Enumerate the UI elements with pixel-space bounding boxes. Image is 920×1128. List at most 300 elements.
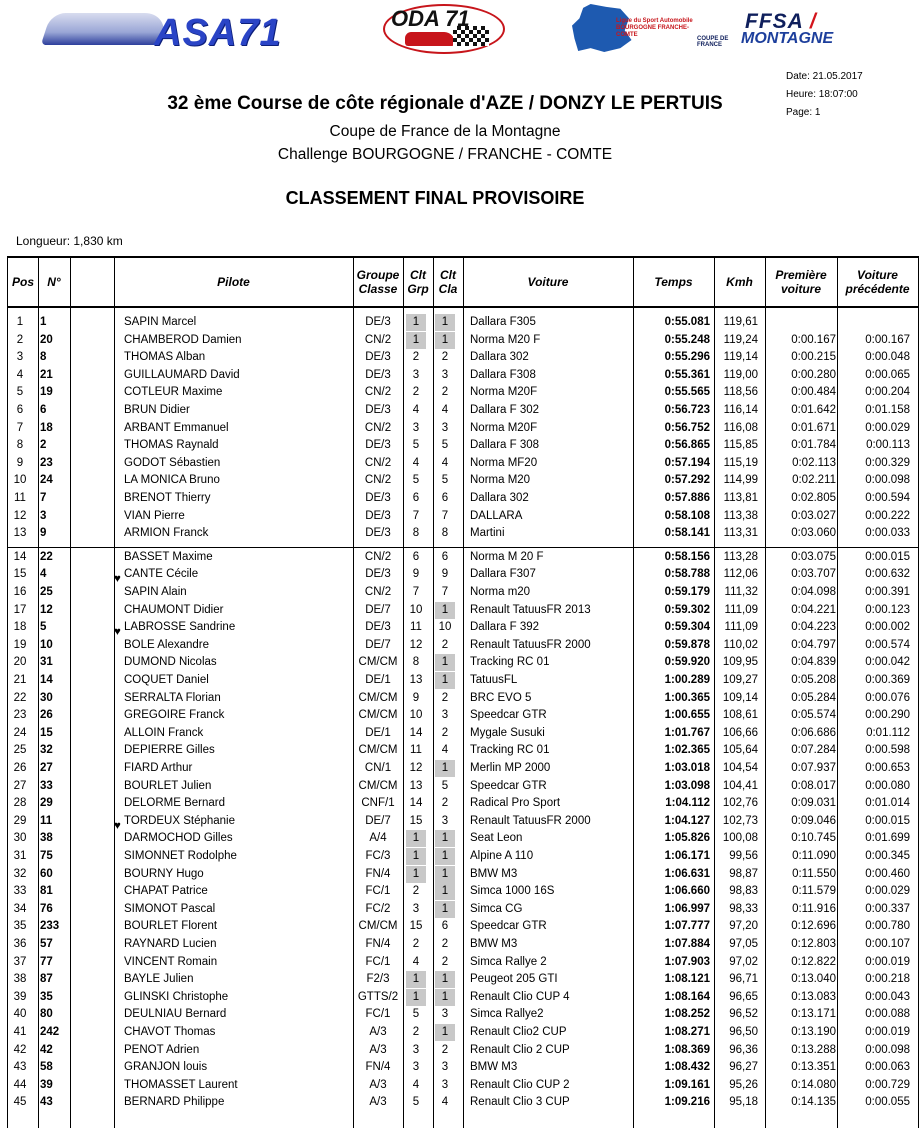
row-group-class: A/3 — [369, 1096, 387, 1109]
row-gap-previous: 0:01.014 — [865, 797, 910, 810]
row-car: Simca 1000 16S — [470, 885, 555, 898]
row-speed: 98,87 — [729, 867, 758, 880]
row-gap-first: 0:03.075 — [791, 550, 836, 563]
row-race-number: 2 — [40, 439, 47, 452]
row-time: 0:58.108 — [664, 509, 710, 522]
row-speed: 96,27 — [729, 1061, 758, 1074]
header-classe: Classe — [358, 282, 398, 296]
row-car: Norma M20 F — [470, 333, 541, 346]
table-row — [8, 866, 918, 883]
row-clt-cla: 1 — [435, 989, 455, 1006]
row-clt-grp: 4 — [412, 955, 420, 968]
row-clt-cla: 7 — [441, 509, 449, 522]
logo-banner — [0, 0, 920, 60]
row-group-class: DE/3 — [365, 492, 391, 504]
oda71-logo — [383, 4, 507, 56]
row-car: Renault Clio2 CUP — [470, 1026, 567, 1038]
row-clt-grp: 11 — [410, 744, 422, 757]
row-gap-first: 0:13.190 — [791, 1026, 836, 1038]
row-group-class: DE/3 — [365, 509, 391, 522]
row-time: 1:00.655 — [664, 709, 710, 722]
row-gap-first: 0:04.098 — [791, 586, 836, 598]
row-clt-cla: 1 — [435, 654, 455, 671]
row-driver: ARBANT Emmanuel — [124, 421, 229, 434]
row-car: Speedcar GTR — [470, 779, 547, 792]
row-driver: BOURLET Florent — [124, 920, 218, 933]
row-speed: 96,52 — [729, 1008, 758, 1021]
asa71-logo — [46, 9, 296, 54]
row-gap-previous: 0:00.033 — [865, 527, 910, 540]
row-clt-grp: 12 — [409, 638, 423, 651]
results-table — [7, 256, 919, 1128]
row-race-number: 7 — [40, 492, 47, 504]
row-race-number: 24 — [40, 474, 53, 487]
row-position: 30 — [13, 832, 27, 845]
row-gap-previous: 0:00.063 — [865, 1061, 910, 1074]
row-gap-first: 0:03.707 — [791, 568, 836, 581]
row-driver: GUILLAUMARD David — [124, 368, 240, 381]
row-speed: 115,85 — [723, 439, 758, 452]
table-row — [8, 602, 918, 619]
row-gap-first: 0:01.784 — [791, 439, 836, 452]
row-gap-previous: 0:00.780 — [865, 920, 910, 933]
row-time: 1:06.631 — [664, 867, 710, 880]
row-position: 28 — [13, 797, 27, 810]
row-race-number: 42 — [40, 1043, 53, 1056]
row-position: 26 — [13, 762, 27, 774]
heart-icon: ♥ — [114, 819, 121, 832]
row-group-class: CN/2 — [364, 456, 392, 469]
row-speed: 97,05 — [729, 938, 758, 950]
row-position: 6 — [16, 404, 24, 416]
row-race-number: 242 — [40, 1026, 60, 1038]
row-clt-cla: 1 — [435, 883, 455, 900]
header-premiere-voiture — [765, 258, 837, 306]
heart-icon: ♥ — [114, 626, 121, 639]
row-race-number: 33 — [40, 779, 53, 792]
row-clt-cla: 3 — [441, 368, 449, 381]
ligue-logo-text: Ligue du Sport Automobile BOURGOGNE FRANCHE-COMTE — [616, 18, 693, 38]
table-row — [8, 525, 918, 542]
row-race-number: 6 — [40, 404, 47, 416]
row-group-class: CM/CM — [358, 744, 398, 757]
table-row — [8, 1042, 918, 1059]
row-time: 0:59.304 — [664, 621, 710, 634]
row-gap-first: 0:03.060 — [791, 527, 836, 540]
row-gap-first: 0:07.284 — [791, 744, 836, 757]
row-position: 12 — [13, 509, 27, 522]
row-time: 1:04.112 — [665, 797, 710, 810]
row-car: Radical Pro Sport — [470, 797, 561, 810]
row-time: 1:08.369 — [664, 1043, 710, 1056]
row-clt-grp: 1 — [406, 866, 426, 883]
ffsa-wordmark: FFSA — [745, 10, 804, 33]
row-clt-grp: 14 — [409, 797, 423, 810]
row-car: Norma M20 — [470, 474, 531, 487]
row-car: Speedcar GTR — [470, 920, 547, 933]
row-speed: 108,61 — [722, 709, 758, 722]
row-position: 4 — [16, 368, 24, 381]
table-row — [8, 619, 918, 639]
row-clt-cla: 5 — [441, 439, 449, 452]
row-speed: 111,09 — [724, 621, 758, 634]
row-car: Norma m20 — [470, 586, 531, 598]
row-gap-previous: 0:00.088 — [865, 1008, 910, 1021]
row-clt-cla: 4 — [441, 1096, 449, 1109]
row-clt-cla: 5 — [441, 779, 449, 792]
row-clt-grp: 3 — [412, 1061, 420, 1074]
row-speed: 98,83 — [729, 885, 758, 898]
row-time: 1:06.660 — [664, 885, 710, 898]
row-gap-first: 0:12.803 — [791, 938, 836, 950]
row-clt-cla: 1 — [435, 901, 455, 918]
row-gap-previous: 0:00.015 — [865, 814, 910, 827]
row-clt-grp: 10 — [409, 709, 423, 722]
row-clt-cla: 3 — [441, 1078, 449, 1091]
row-speed: 96,36 — [729, 1043, 758, 1056]
row-gap-first: 0:00.484 — [791, 386, 836, 399]
row-position: 23 — [13, 709, 27, 722]
row-gap-first: 0:00.215 — [791, 351, 836, 364]
row-position: 34 — [13, 902, 27, 915]
row-gap-first: 0:00.280 — [791, 368, 836, 381]
row-group-class: CN/2 — [364, 386, 392, 399]
row-clt-cla: 7 — [441, 586, 449, 598]
row-position: 39 — [13, 990, 27, 1003]
header-clt-cla-line2: Cla — [438, 282, 458, 296]
course-length: Longueur: 1,830 km — [16, 234, 123, 248]
row-driver: GRANJON louis — [124, 1061, 208, 1074]
row-gap-previous: 0:00.002 — [865, 621, 910, 634]
row-race-number: 77 — [40, 955, 53, 968]
row-car: Dallara F 308 — [470, 439, 540, 452]
table-row — [8, 848, 918, 865]
row-position: 43 — [13, 1061, 27, 1074]
red-car-graphic — [405, 32, 455, 46]
row-position: 7 — [16, 421, 24, 434]
row-driver: SAPIN Alain — [124, 586, 187, 598]
row-race-number: 81 — [40, 885, 53, 898]
event-subtitle-challenge: Challenge BOURGOGNE / FRANCHE - COMTE — [277, 146, 613, 163]
row-car: Renault Clio CUP 2 — [470, 1078, 570, 1091]
row-time: 1:08.271 — [664, 1026, 710, 1038]
row-driver: CHAVOT Thomas — [124, 1026, 216, 1038]
row-car: Tracking RC 01 — [470, 656, 550, 669]
row-clt-grp: 15 — [409, 920, 423, 933]
row-time: 1:09.216 — [664, 1096, 710, 1109]
row-speed: 113,38 — [723, 509, 758, 522]
row-gap-first: 0:11.916 — [792, 902, 836, 915]
row-speed: 110,02 — [723, 638, 758, 651]
row-driver: RAYNARD Lucien — [124, 938, 217, 950]
row-gap-first: 0:13.351 — [791, 1061, 836, 1074]
row-time: 1:04.127 — [664, 814, 710, 827]
row-group-class: DE/7 — [365, 638, 391, 651]
row-position: 37 — [13, 955, 27, 968]
header-kmh: Kmh — [726, 275, 753, 289]
row-position: 24 — [13, 726, 27, 739]
row-clt-cla: 2 — [441, 691, 449, 704]
row-gap-previous: 0:00.019 — [865, 1026, 910, 1038]
row-group-class: DE/3 — [365, 527, 391, 540]
row-clt-grp: 1 — [406, 332, 426, 349]
row-clt-grp: 7 — [412, 509, 420, 522]
table-row — [8, 795, 918, 812]
row-speed: 98,33 — [729, 902, 758, 915]
row-clt-grp: 11 — [410, 621, 422, 634]
row-gap-previous: 0:01.158 — [865, 404, 910, 416]
row-car: Peugeot 205 GTI — [470, 973, 558, 986]
row-group-class: FC/3 — [365, 850, 391, 862]
row-clt-grp: 2 — [412, 1026, 420, 1038]
row-gap-first: 0:14.080 — [791, 1078, 836, 1091]
table-row — [8, 314, 918, 331]
row-gap-previous: 0:00.329 — [865, 456, 910, 469]
table-row — [8, 508, 918, 525]
row-clt-grp: 5 — [412, 439, 420, 452]
report-date: Date: 21.05.2017 — [786, 71, 863, 82]
row-position: 21 — [13, 674, 27, 686]
ffsa-montagne-text: MONTAGNE — [741, 30, 834, 47]
row-time: 0:59.878 — [664, 638, 710, 651]
row-clt-cla: 1 — [435, 971, 455, 988]
row-time: 0:59.920 — [664, 656, 710, 669]
row-race-number: 80 — [40, 1008, 53, 1021]
row-gap-previous: 0:00.080 — [865, 779, 910, 792]
row-clt-cla: 2 — [441, 638, 449, 651]
table-row — [8, 742, 918, 759]
row-clt-grp: 4 — [412, 404, 420, 416]
row-clt-cla: 1 — [435, 1024, 455, 1041]
row-gap-first: 0:04.221 — [791, 603, 836, 616]
row-time: 1:00.289 — [664, 674, 710, 686]
row-group-class: DE/3 — [365, 621, 391, 634]
row-clt-grp: 5 — [412, 474, 420, 487]
row-clt-cla: 2 — [441, 938, 449, 950]
row-driver: BOURNY Hugo — [124, 867, 204, 880]
row-gap-first: 0:13.083 — [791, 990, 836, 1003]
header-groupe: Groupe — [356, 268, 400, 282]
table-row — [8, 954, 918, 971]
row-speed: 97,02 — [729, 955, 758, 968]
row-position: 25 — [13, 744, 27, 757]
row-gap-previous: 0:00.204 — [865, 386, 910, 399]
row-gap-first: 0:09.046 — [791, 814, 836, 827]
row-gap-first: 0:13.040 — [791, 973, 836, 986]
row-gap-first: 0:14.135 — [791, 1096, 836, 1109]
row-time: 0:57.292 — [664, 474, 710, 487]
row-clt-cla: 3 — [441, 814, 449, 827]
table-row — [8, 455, 918, 472]
row-race-number: 27 — [40, 762, 53, 774]
row-race-number: 22 — [40, 550, 53, 563]
row-position: 27 — [13, 779, 27, 792]
ligue-bfc-logo — [572, 2, 692, 54]
row-position: 2 — [16, 333, 24, 346]
row-car: Renault Clio 3 CUP — [470, 1096, 570, 1109]
row-gap-previous: 0:00.594 — [865, 492, 910, 504]
row-clt-grp: 14 — [409, 726, 423, 739]
row-group-class: FN/4 — [365, 938, 391, 950]
row-driver: BERNARD Philippe — [124, 1096, 225, 1109]
row-car: Dallara F 392 — [470, 621, 540, 634]
row-position: 10 — [13, 474, 27, 487]
row-race-number: 9 — [40, 527, 47, 540]
row-gap-previous: 0:00.729 — [865, 1078, 910, 1091]
row-driver: BAYLE Julien — [124, 973, 194, 986]
event-title: 32 ème Course de côte régionale d'AZE / DONZY LE PERTUIS — [167, 93, 723, 114]
row-car: TatuusFL — [470, 674, 518, 686]
row-driver: CHAUMONT Didier — [124, 603, 224, 616]
row-group-class: DE/3 — [365, 351, 391, 364]
row-clt-grp: 5 — [412, 1096, 420, 1109]
table-row — [8, 472, 918, 489]
row-position: 1 — [16, 316, 24, 328]
table-row — [8, 1094, 918, 1111]
row-clt-grp: 6 — [412, 550, 420, 563]
row-clt-cla: 2 — [441, 386, 449, 399]
row-time: 1:08.252 — [664, 1008, 710, 1021]
row-position: 45 — [13, 1096, 27, 1109]
row-group-class: DE/1 — [365, 726, 391, 739]
row-group-class: DE/3 — [365, 368, 391, 381]
row-group-class: CNF/1 — [361, 797, 395, 810]
row-clt-grp: 5 — [412, 1008, 420, 1021]
row-position: 33 — [13, 885, 27, 898]
ffsa-coupe-text: COUPE DE FRANCE — [697, 36, 729, 48]
row-speed: 119,24 — [723, 333, 758, 346]
row-clt-grp: 12 — [409, 762, 423, 774]
row-car: Norma MF20 — [470, 456, 538, 469]
row-time: 1:06.997 — [664, 902, 710, 915]
row-group-class: FC/1 — [365, 1008, 391, 1021]
row-position: 32 — [13, 867, 27, 880]
row-position: 35 — [13, 920, 27, 933]
row-speed: 118,56 — [723, 386, 758, 399]
row-clt-cla: 1 — [435, 672, 455, 689]
row-time: 1:09.161 — [664, 1078, 710, 1091]
row-gap-first: 0:05.284 — [791, 691, 836, 704]
row-speed: 112,06 — [723, 568, 758, 581]
row-position: 40 — [13, 1008, 27, 1021]
header-precedente-line2: précédente — [845, 282, 910, 296]
row-race-number: 26 — [40, 709, 53, 722]
row-gap-previous: 0:00.055 — [865, 1096, 910, 1109]
row-gap-previous: 0:00.632 — [865, 568, 910, 581]
table-row — [8, 883, 918, 900]
row-time: 0:58.788 — [664, 568, 710, 581]
row-driver: CANTE Cécile — [124, 568, 199, 581]
row-time: 1:07.777 — [664, 920, 710, 933]
row-speed: 102,73 — [722, 814, 758, 827]
table-row — [8, 349, 918, 366]
header-premiere-line2: voiture — [780, 282, 821, 296]
row-time: 0:57.194 — [664, 456, 710, 469]
row-position: 5 — [16, 386, 24, 399]
row-driver: BASSET Maxime — [124, 550, 213, 563]
heart-icon: ♥ — [114, 573, 121, 586]
row-gap-previous: 0:00.043 — [865, 990, 910, 1003]
row-speed: 95,18 — [729, 1096, 758, 1109]
row-speed: 119,61 — [723, 316, 758, 328]
row-speed: 95,26 — [729, 1078, 758, 1091]
row-race-number: 35 — [40, 990, 53, 1003]
row-clt-grp: 1 — [406, 971, 426, 988]
row-gap-first: 0:06.686 — [791, 726, 836, 739]
row-driver: BOLE Alexandre — [124, 638, 210, 651]
table-row — [8, 1077, 918, 1094]
row-race-number: 3 — [40, 509, 47, 522]
row-gap-first: 0:02.113 — [792, 456, 836, 469]
row-gap-first: 0:12.696 — [791, 920, 836, 933]
row-race-number: 75 — [40, 850, 53, 862]
ffsa-slash-mark: / — [803, 10, 817, 33]
row-race-number: 57 — [40, 938, 53, 950]
row-clt-grp: 2 — [412, 386, 420, 399]
table-row — [8, 384, 918, 401]
row-group-class: CN/2 — [364, 550, 392, 563]
row-driver: GLINSKI Christophe — [124, 990, 229, 1003]
row-car: Martini — [470, 527, 505, 540]
row-clt-cla: 1 — [435, 602, 455, 619]
row-driver: THOMAS Alban — [124, 351, 206, 364]
row-speed: 96,71 — [729, 973, 758, 986]
row-gap-previous: 0:00.029 — [865, 885, 910, 898]
row-gap-previous: 0:00.391 — [865, 586, 910, 598]
row-clt-cla: 4 — [441, 456, 449, 469]
table-row — [8, 1059, 918, 1076]
race-car-graphic — [41, 13, 171, 45]
row-race-number: 43 — [40, 1096, 53, 1109]
table-row — [8, 936, 918, 953]
row-time: 1:06.171 — [664, 850, 710, 862]
row-clt-cla: 9 — [441, 568, 449, 581]
row-race-number: 23 — [40, 456, 53, 469]
row-gap-first: 0:13.288 — [791, 1043, 836, 1056]
row-clt-grp: 8 — [412, 656, 420, 669]
row-clt-grp: 6 — [412, 492, 420, 504]
row-gap-previous: 0:00.098 — [865, 474, 910, 487]
row-gap-previous: 0:00.107 — [865, 938, 910, 950]
row-group-class: CM/CM — [358, 709, 398, 722]
table-row — [8, 813, 918, 830]
row-time: 1:03.018 — [664, 762, 710, 774]
table-row — [8, 637, 918, 654]
row-gap-first: 0:02.805 — [791, 492, 836, 504]
row-clt-cla: 4 — [441, 744, 449, 757]
row-car: Dallara F 302 — [470, 404, 540, 416]
row-clt-grp: 2 — [412, 885, 420, 898]
row-car: BMW M3 — [470, 1061, 518, 1074]
row-gap-previous: 0:00.113 — [866, 439, 910, 452]
row-driver: TORDEUX Stéphanie — [124, 814, 236, 827]
row-clt-cla: 1 — [435, 848, 455, 865]
row-gap-first: 0:05.208 — [791, 674, 836, 686]
row-clt-cla: 2 — [441, 1043, 449, 1056]
row-group-class: FC/2 — [365, 902, 391, 915]
row-gap-first: 0:13.171 — [791, 1008, 836, 1021]
table-row — [8, 672, 918, 689]
row-car: Mygale Susuki — [470, 726, 545, 739]
oda71-logo-text: ODA 71 — [391, 6, 470, 31]
row-group-class: DE/3 — [365, 439, 391, 452]
row-race-number: 19 — [40, 386, 53, 399]
row-position: 41 — [13, 1026, 27, 1038]
row-car: Tracking RC 01 — [470, 744, 550, 757]
row-clt-cla: 2 — [441, 955, 449, 968]
row-clt-grp: 3 — [412, 368, 420, 381]
row-position: 3 — [16, 351, 24, 364]
